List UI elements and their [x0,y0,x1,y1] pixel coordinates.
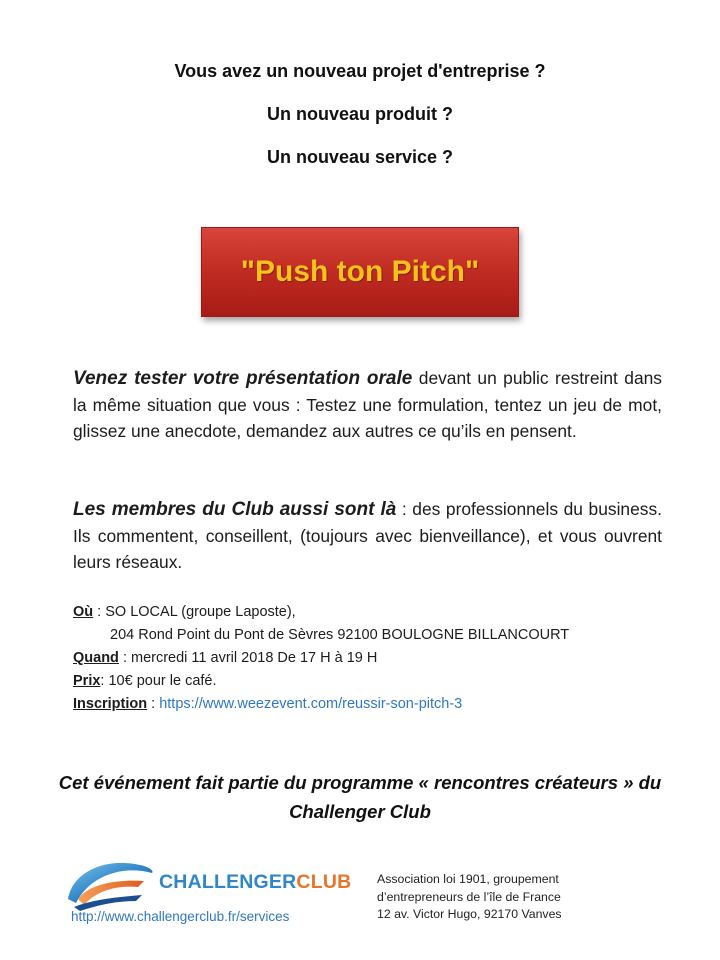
heading-service: Un nouveau service ? [266,147,454,167]
challenger-club-logo-icon [64,855,156,911]
info-address: 204 Rond Point du Pont de Sèvres 92100 BOULOGNE BILLANCOURT [110,627,570,643]
assoc-line2: d’entrepreneurs de l’île de France [377,889,561,904]
paragraph2-lead: Les membres du Club aussi sont là [73,499,397,520]
registration-label: Inscription [73,696,148,712]
registration-link[interactable]: https://www.weezevent.com/reussir-son-pitch-3 [159,696,463,712]
where-label: Où [73,604,94,620]
program-line1: Cet événement fait partie du programme « rencontres créateurs » du [58,772,662,793]
paragraph-test-presentation [73,365,662,444]
push-ton-pitch-button[interactable] [201,227,519,317]
program-line2: Challenger Club [289,801,431,822]
association-info [377,871,562,924]
logo-part1: CHALLENGER [159,871,297,893]
paragraph1-lead: Venez tester votre présentation orale [73,368,413,389]
paragraph1-text: devant un public restreint dans la même situation que vous : Testez une formulation, tentez un jeu de mot, glissez une anecdote, demandez aux autres ce qu’ils en pensent. [73,368,662,441]
when-value: : mercredi 11 avril 2018 De 17 H à 19 H [118,650,378,666]
where-value: : SO LOCAL (groupe Laposte), [93,604,296,620]
info-where [73,601,673,624]
price-value: : 10€ pour le café. [100,673,217,689]
heading-product: Un nouveau produit ? [267,104,453,124]
paragraph-club-members [73,496,662,575]
info-registration [73,693,673,716]
info-price [73,670,673,693]
info-when [73,647,673,670]
price-label: Prix [73,673,101,689]
logo-part2: CLUB [296,871,352,893]
registration-sep: : [147,696,160,712]
assoc-line3: 12 av. Victor Hugo, 92170 Vanves [377,907,562,921]
assoc-line1: Association loi 1901, groupement [377,872,559,886]
paragraph2-text: : des professionnels du business. Ils commentent, conseillent, (toujours avec bienveillance), et vous ouvrent leurs réseaux. [73,499,662,572]
program-statement [0,768,720,826]
when-label: Quand [73,650,119,666]
heading-project: Vous avez un nouveau projet d'entreprise ? [174,61,546,81]
event-info [73,601,673,716]
challenger-club-site-link[interactable]: http://www.challengerclub.fr/services [71,909,290,924]
challenger-club-wordmark [159,871,351,894]
push-ton-pitch-label: "Push ton Pitch" [240,255,480,288]
